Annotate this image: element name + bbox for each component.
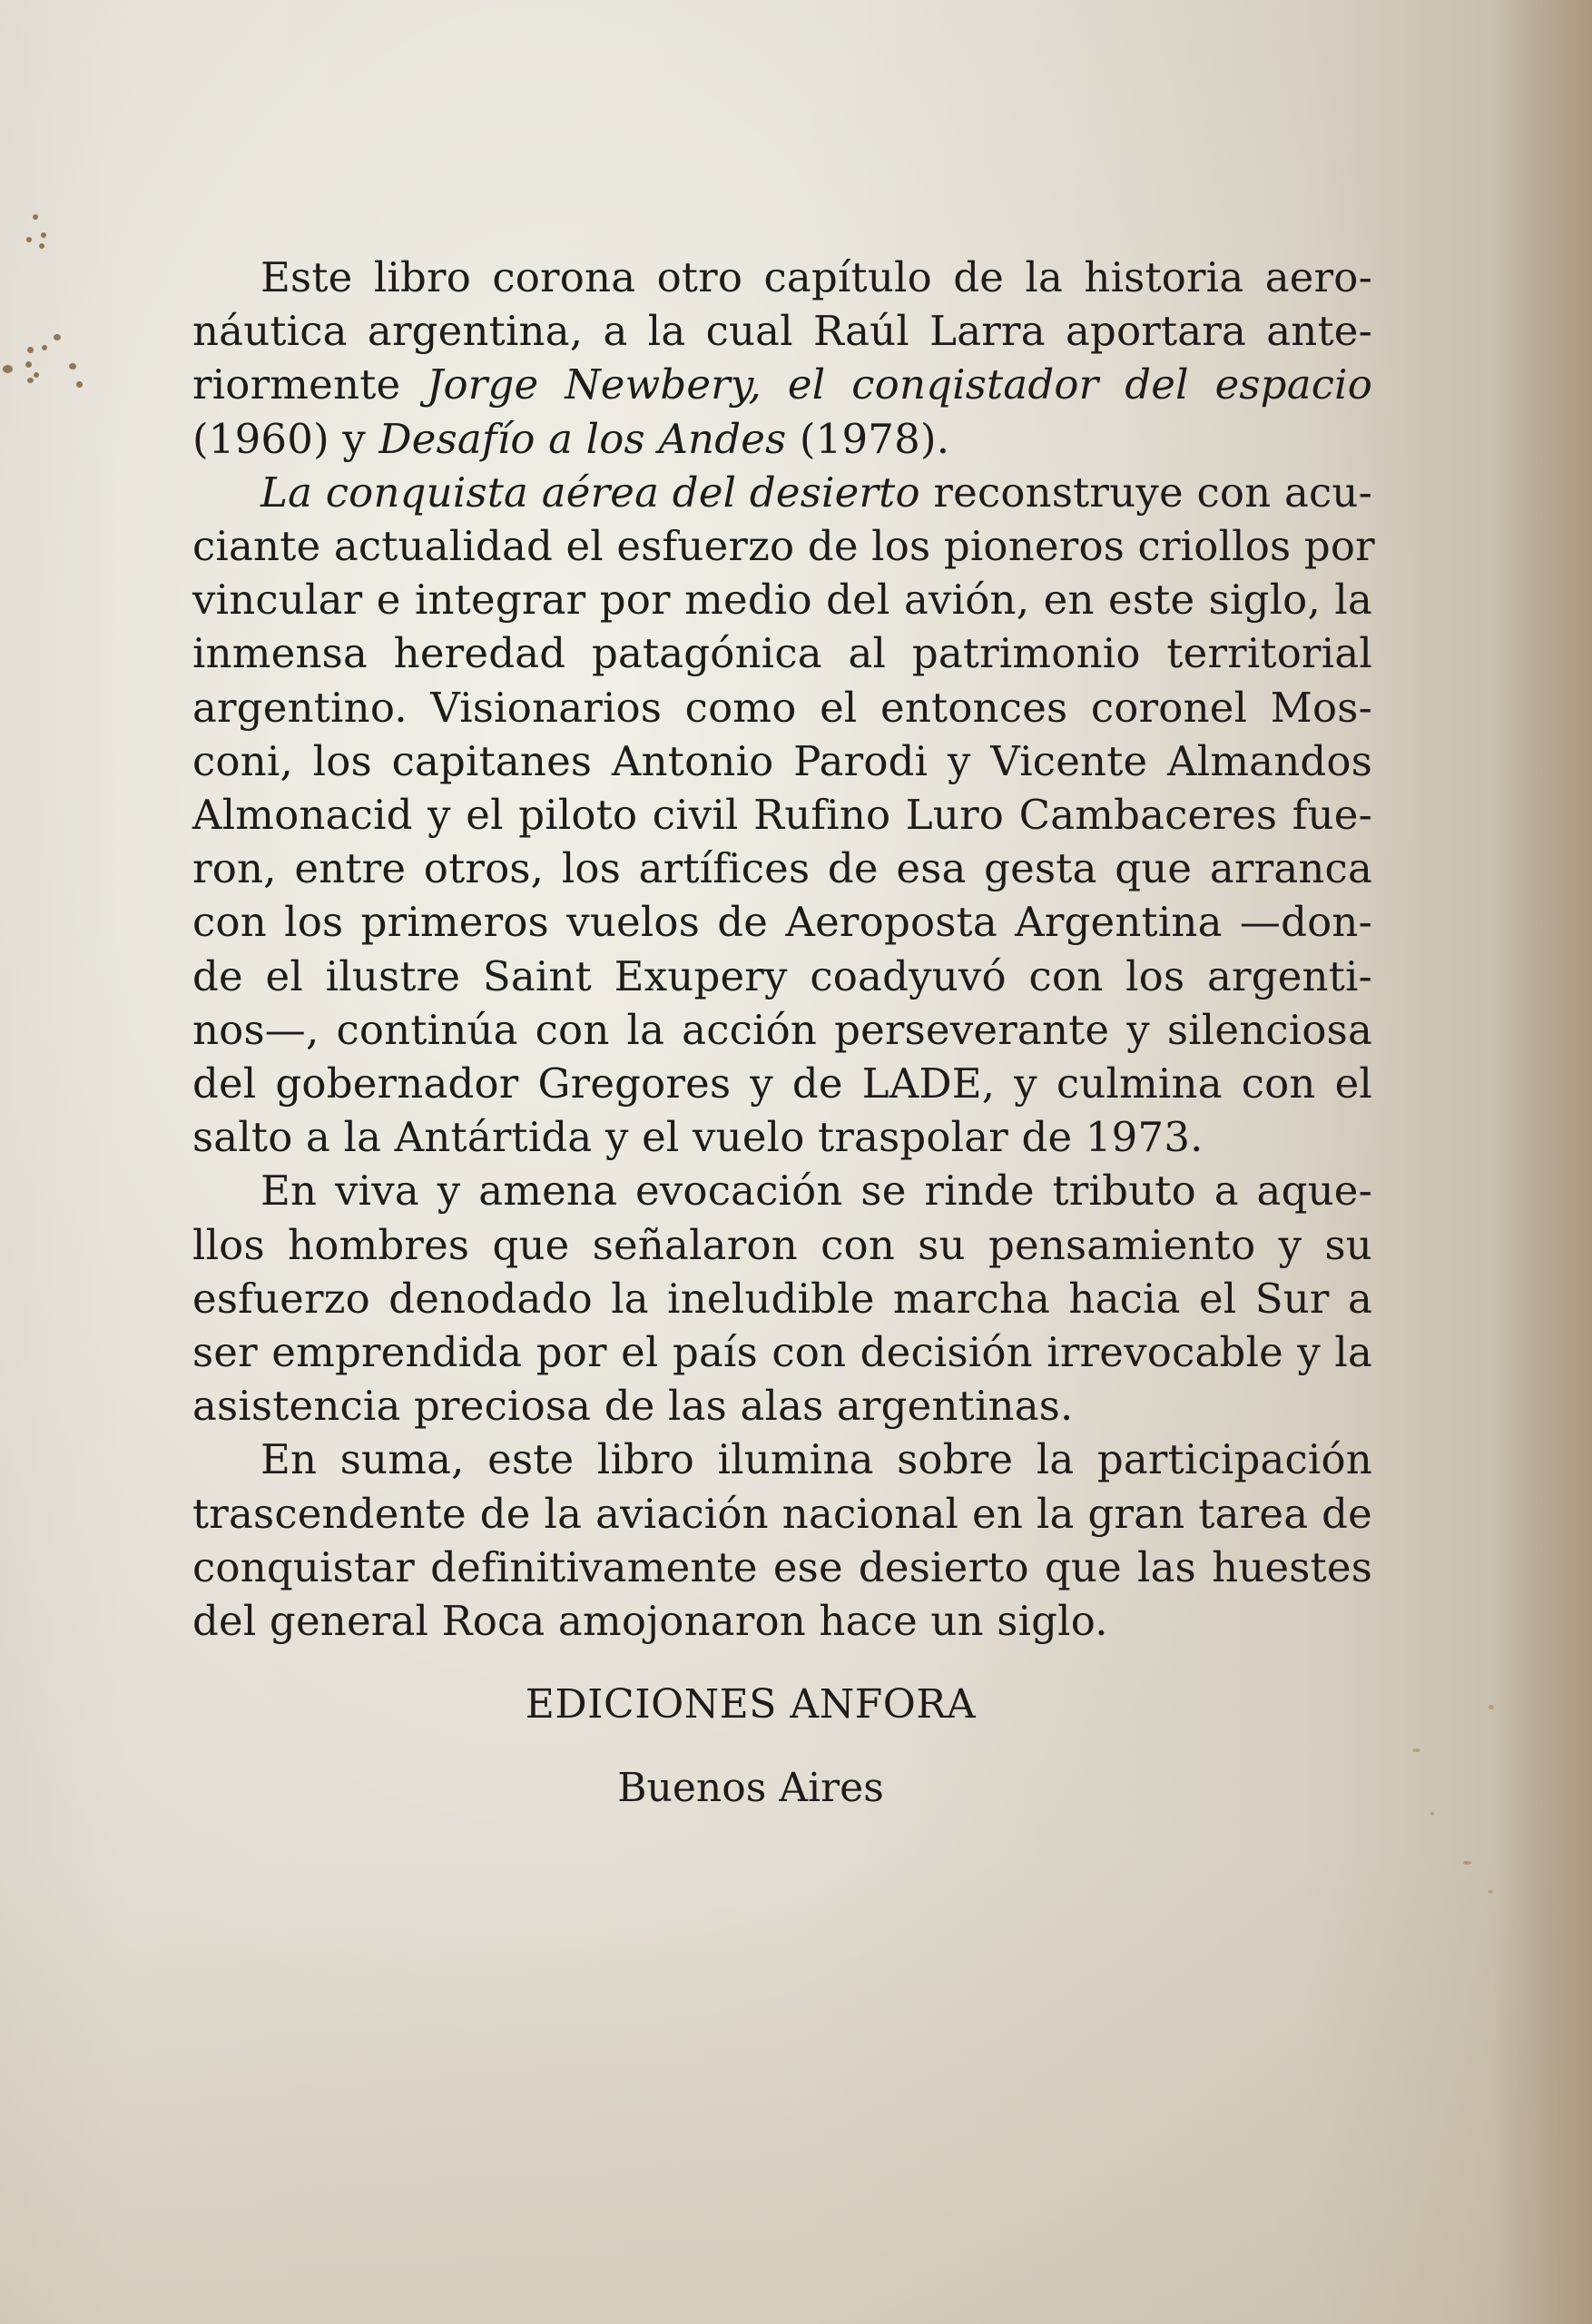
text-run: En viva y amena evocación se rinde tributo a aque- <box>260 1167 1372 1216</box>
text-run: esfuerzo denodado la ineludible marcha hacia el Sur a <box>192 1274 1372 1323</box>
text-run: ciante actualidad el esfuerzo de los pioneros criollos por <box>192 522 1375 571</box>
text-run: Este libro corona otro capítulo de la historia aero- <box>260 253 1372 301</box>
text-line <box>192 1594 1372 1648</box>
publisher-city: Buenos Aires <box>617 1765 884 1811</box>
text-run: náutica argentina, a la cual Raúl Larra aportara ante- <box>192 307 1372 356</box>
text-run: conquistar definitivamente ese desierto que las huestes <box>192 1542 1372 1591</box>
text-run: salto a la Antártida y el vuelo traspolar de 1973. <box>192 1113 1204 1162</box>
text-run: reconstruye con acu- <box>919 468 1373 517</box>
text-run: Almonacid y el piloto civil Rufino Luro Cambaceres fue- <box>192 791 1372 840</box>
text-line <box>192 1379 1372 1433</box>
text-line <box>192 304 1372 358</box>
publisher-name: EDICIONES ANFORA <box>525 1681 977 1728</box>
text-run: del gobernador Gregores y de LADE, y culmina con el <box>192 1059 1372 1108</box>
text-line <box>192 1272 1372 1325</box>
text-line <box>192 1325 1372 1379</box>
text-run: inmensa heredad patagónica al patrimonio territorial <box>192 629 1372 678</box>
paper-shading-bottom <box>0 1852 1592 2324</box>
text-line <box>192 950 1372 1003</box>
foxing-speck <box>54 334 61 340</box>
book-title: Jorge Newbery, el conqistador del espacio <box>427 360 1373 409</box>
foxing-speck <box>69 363 76 369</box>
foxing-speck <box>76 381 83 388</box>
foxing-speck <box>42 345 47 350</box>
foxing-speck <box>34 372 39 378</box>
paragraph <box>192 1164 1372 1433</box>
text-run: ron, entre otros, los artífices de esa gesta que arranca <box>192 844 1372 893</box>
text-run: asistencia preciosa de las alas argentinas. <box>192 1382 1074 1431</box>
foxing-speck <box>41 232 46 238</box>
text-run: ser emprendida por el país con decisión irrevocable y la <box>192 1328 1372 1377</box>
text-line <box>192 1487 1372 1541</box>
text-line <box>192 734 1372 788</box>
foxing-speck <box>25 361 32 368</box>
text-line <box>192 1110 1372 1164</box>
foxing-speck <box>3 365 13 373</box>
book-title: La conquista aérea del desierto <box>260 468 920 517</box>
text-line <box>192 626 1372 680</box>
text-line <box>192 842 1372 895</box>
text-run: En suma, este libro ilumina sobre la participación <box>260 1435 1372 1484</box>
text-line <box>192 681 1372 734</box>
text-line <box>192 1541 1372 1594</box>
text-line <box>192 1057 1372 1110</box>
foxing-speck <box>26 237 32 242</box>
text-line <box>192 1003 1372 1057</box>
text-run: de el ilustre Saint Exupery coadyuvó con los argenti- <box>192 951 1372 1000</box>
text-run: del general Roca amojonaron hace un siglo. <box>192 1597 1108 1646</box>
foxing-speck <box>1412 1748 1420 1752</box>
text-run: (1978). <box>786 414 950 463</box>
text-run: nos—, continúa con la acción perseverante y silenciosa <box>192 1005 1372 1054</box>
text-line <box>192 412 1372 466</box>
foxing-speck <box>1489 1890 1493 1894</box>
book-title: Desafío a los Andes <box>378 414 787 463</box>
text-run: vincular e integrar por medio del avión, en este siglo, la <box>192 576 1372 625</box>
text-line <box>192 788 1372 842</box>
paragraph <box>192 466 1375 1165</box>
text-line <box>192 1433 1372 1486</box>
paragraph <box>192 1433 1372 1648</box>
text-run: llos hombres que señalaron con su pensamiento y su <box>192 1220 1372 1269</box>
text-line <box>192 895 1372 949</box>
text-line <box>192 251 1372 304</box>
text-run: (1960) y <box>192 414 379 463</box>
text-line <box>192 519 1375 573</box>
blurb-text <box>192 251 1375 1648</box>
text-run: riormente <box>192 360 427 409</box>
text-line <box>192 1164 1372 1217</box>
text-run: coni, los capitanes Antonio Parodi y Vicente Almandos <box>192 736 1372 785</box>
foxing-speck <box>27 378 34 383</box>
foxing-speck <box>1465 1861 1471 1865</box>
text-run: argentino. Visionarios como el entonces coronel Mos- <box>192 683 1372 732</box>
text-line <box>192 466 1372 519</box>
text-line <box>192 573 1372 626</box>
paragraph <box>192 251 1372 466</box>
foxing-speck <box>39 243 44 249</box>
foxing-speck <box>1430 1812 1434 1816</box>
foxing-speck <box>27 347 34 353</box>
text-line <box>192 1218 1372 1272</box>
text-line <box>192 358 1372 411</box>
text-run: con los primeros vuelos de Aeroposta Argentina —don- <box>192 898 1372 947</box>
text-run: trascendente de la aviación nacional en la gran tarea de <box>192 1489 1372 1538</box>
foxing-speck <box>33 214 38 220</box>
paper-edge-shadow <box>1492 0 1592 2324</box>
